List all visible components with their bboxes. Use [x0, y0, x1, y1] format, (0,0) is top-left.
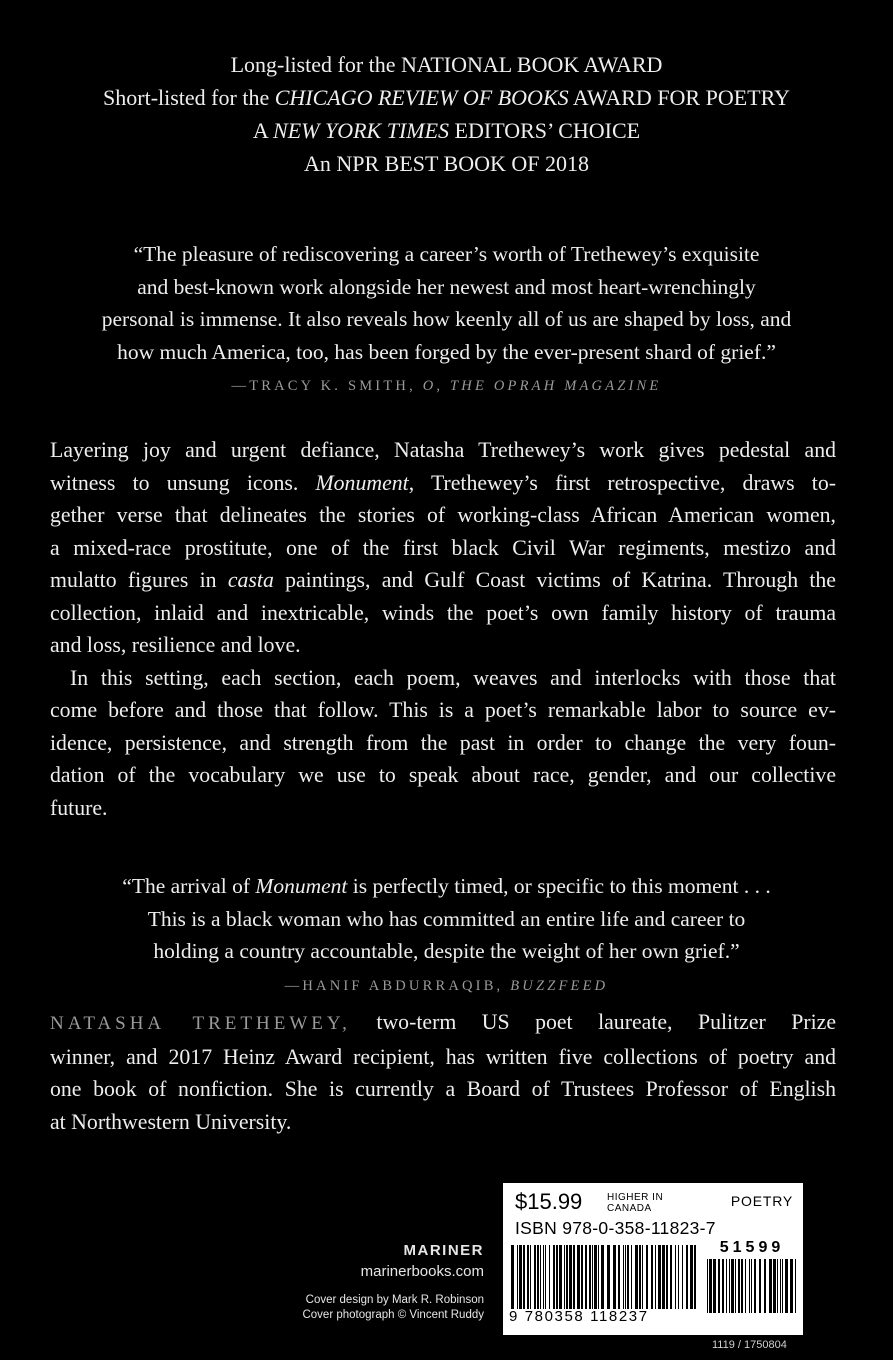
- price: $15.99: [515, 1189, 583, 1214]
- barcode-bar: [722, 1259, 724, 1313]
- barcode-bar: [769, 1259, 772, 1313]
- barcode-bar: [527, 1245, 529, 1309]
- barcode-bar: [589, 1245, 591, 1309]
- barcode-bar: [729, 1259, 730, 1313]
- barcode-bar: [594, 1245, 597, 1309]
- publisher-logo: MARINER: [403, 1242, 484, 1259]
- bio-line: winner, and 2017 Heinz Award recipient, has written five collections of poetry and: [50, 1044, 836, 1069]
- barcode-bar: [635, 1245, 638, 1309]
- barcode-bar: [618, 1245, 620, 1309]
- barcode-bar: [530, 1245, 531, 1309]
- cover-design-credit: Cover design by Mark R. Robinson: [305, 1294, 484, 1306]
- barcode-bar: [545, 1245, 546, 1309]
- barcode-bar: [690, 1245, 693, 1309]
- quote-line: and best-known work alongside her newest and most heart-wrenchingly: [137, 274, 756, 299]
- barcode-bar: [540, 1245, 541, 1309]
- barcode-bar: [534, 1245, 536, 1309]
- bio-line: at Northwestern University.: [50, 1109, 292, 1134]
- barcode-bar: [790, 1259, 793, 1313]
- barcode-bar: [569, 1245, 572, 1309]
- barcode-bar: [537, 1245, 539, 1309]
- barcode-bar: [675, 1245, 676, 1309]
- print-code: 1119 / 1750804: [712, 1339, 787, 1351]
- description-line: witness to unsung icons. Monument, Trethewey’s first retrospective, draws to-: [50, 470, 836, 495]
- barcode-label: [503, 1183, 803, 1335]
- barcode-bar: [559, 1245, 562, 1309]
- ean-barcode: [511, 1245, 697, 1309]
- price-addon-barcode: [707, 1259, 797, 1313]
- barcode-bar: [777, 1259, 778, 1313]
- bio-line: NATASHA TRETHEWEY, two-term US poet laureate, Pulitzer Prize: [50, 1010, 837, 1034]
- barcode-bar: [581, 1245, 583, 1309]
- genre-label: POETRY: [730, 1193, 793, 1209]
- quote-line: personal is immense. It also reveals how keenly all of us are shaped by loss, and: [101, 307, 792, 331]
- description-line: dation of the vocabulary we use to speak about race, gender, and our collective: [50, 763, 836, 787]
- description-line: Layering joy and urgent defiance, Natasha Trethewey’s work gives pedestal and: [50, 438, 836, 462]
- barcode-bar: [785, 1259, 788, 1313]
- quote-line: “The arrival of Monument is perfectly timed, or specific to this moment . . .: [122, 874, 771, 898]
- barcode-bar: [694, 1245, 696, 1309]
- barcode-bar: [686, 1245, 688, 1309]
- quote-hanif-abdurraqib: [0, 870, 893, 1002]
- barcode-bar: [782, 1259, 783, 1313]
- barcode-bar: [655, 1245, 656, 1309]
- quote-line: holding a country accountable, despite the weight of her own grief.”: [153, 939, 740, 963]
- bio-line: one book of nonfiction. She is currently a Board of Trustees Professor of English: [50, 1077, 836, 1101]
- barcode-bar: [543, 1245, 544, 1309]
- cover-photo-credit: Cover photograph © Vincent Ruddy: [302, 1309, 484, 1321]
- description-line: gether verse that delineates the stories of working-class African American women,: [50, 503, 836, 527]
- description-line: In this setting, each section, each poem, weaves and interlocks with those that: [70, 665, 836, 690]
- barcode-bar: [735, 1259, 736, 1313]
- barcode-bar: [666, 1245, 668, 1309]
- accolade-npr: An NPR BEST BOOK OF 2018: [303, 151, 590, 176]
- barcode-bar: [759, 1259, 761, 1313]
- accolades: [0, 48, 893, 180]
- author-name: NATASHA TRETHEWEY,: [50, 1013, 351, 1034]
- barcode-bar: [754, 1259, 756, 1313]
- description-line: and loss, resilience and love.: [50, 633, 301, 657]
- barcode-bar: [573, 1245, 575, 1309]
- barcode-bar: [751, 1259, 752, 1313]
- description-line: collection, inlaid and inextricable, winds the poet’s own family history of trauma: [50, 600, 836, 625]
- barcode-bar: [738, 1259, 740, 1313]
- author-bio: [50, 1006, 836, 1138]
- description-line: idence, persistence, and strength from the past in order to change the very foun-: [50, 730, 836, 755]
- barcode-bar: [607, 1245, 610, 1309]
- barcode-bar: [549, 1245, 550, 1309]
- barcode-bar: [658, 1245, 661, 1309]
- quote-attribution: —HANIF ABDURRAQIB, BUZZFEED: [284, 977, 609, 994]
- ean-digits: 9 780358 118237: [509, 1308, 649, 1325]
- description-line: a mixed-race prostitute, one of the first black Civil War regiments, mestizo and: [50, 535, 836, 560]
- barcode-bar: [564, 1245, 565, 1309]
- barcode-bar: [713, 1259, 716, 1313]
- barcode-bar: [598, 1245, 599, 1309]
- barcode-bar: [678, 1245, 679, 1309]
- description-line: future.: [50, 795, 108, 820]
- isbn-number: ISBN 978-0-358-11823-7: [515, 1218, 716, 1238]
- quote-attribution: —TRACY K. SMITH, O, THE OPRAH MAGAZINE: [231, 378, 662, 394]
- barcode-bar: [511, 1245, 514, 1309]
- barcode-bar: [639, 1245, 641, 1309]
- barcode-bar: [651, 1245, 653, 1309]
- barcode-bar: [523, 1245, 525, 1309]
- barcode-bar: [585, 1245, 587, 1309]
- accolade-nyt: A NEW YORK TIMES EDITORS’ CHOICE: [252, 118, 641, 143]
- quote-line: “The pleasure of rediscovering a career’s worth of Trethewey’s exquisite: [133, 242, 760, 266]
- accolade-chicago-review: Short-listed for the CHICAGO REVIEW OF BOOKS AWARD FOR POETRY: [103, 85, 790, 110]
- barcode-bar: [566, 1245, 568, 1309]
- barcode-bar: [670, 1245, 672, 1309]
- barcode-bar: [642, 1245, 643, 1309]
- description-line: come before and those that follow. This is a poet’s remarkable labor to source ev-: [50, 698, 836, 722]
- barcode-bar: [625, 1245, 626, 1309]
- barcode-bar: [577, 1245, 580, 1309]
- barcode-bar: [517, 1245, 518, 1309]
- barcode-bar: [662, 1245, 665, 1309]
- barcode-bar: [718, 1259, 720, 1313]
- publisher-info: [302, 1242, 484, 1323]
- barcode-bar: [613, 1245, 616, 1309]
- barcode-bar: [773, 1259, 776, 1313]
- barcode-bar: [646, 1245, 648, 1309]
- barcode-bar: [731, 1259, 734, 1313]
- publisher-url: marinerbooks.com: [360, 1263, 484, 1280]
- accolade-national-book-award: Long-listed for the NATIONAL BOOK AWARD: [230, 52, 663, 77]
- barcode-bar: [556, 1245, 558, 1309]
- barcode-bar: [749, 1259, 750, 1313]
- barcode-bar: [745, 1259, 746, 1313]
- addon-number: 51599: [719, 1239, 785, 1256]
- barcode-bar: [764, 1259, 766, 1313]
- quote-line: This is a black woman who has committed an entire life and career to: [147, 906, 746, 931]
- barcode-bar: [631, 1245, 632, 1309]
- quote-tracy-k-smith: [0, 238, 893, 403]
- barcode-bar: [682, 1245, 683, 1309]
- barcode-bar: [707, 1259, 708, 1313]
- barcode-bar: [592, 1245, 593, 1309]
- barcode-bar: [726, 1259, 727, 1313]
- barcode-bar: [553, 1245, 555, 1309]
- book-description: [50, 434, 836, 824]
- barcode-bar: [627, 1245, 629, 1309]
- barcode-bar: [519, 1245, 522, 1309]
- description-line: mulatto figures in casta paintings, and Gulf Coast victims of Katrina. Through the: [50, 568, 836, 592]
- barcode-bar: [601, 1245, 604, 1309]
- barcode-bar: [623, 1245, 624, 1309]
- barcode-bar: [780, 1259, 781, 1313]
- barcode-bar: [795, 1259, 796, 1313]
- higher-in-canada: HIGHER IN CANADA: [607, 1192, 664, 1214]
- barcode-bar: [709, 1259, 712, 1313]
- barcode-bar: [741, 1259, 743, 1313]
- quote-line: how much America, too, has been forged by the ever-present shard of grief.”: [117, 339, 776, 364]
